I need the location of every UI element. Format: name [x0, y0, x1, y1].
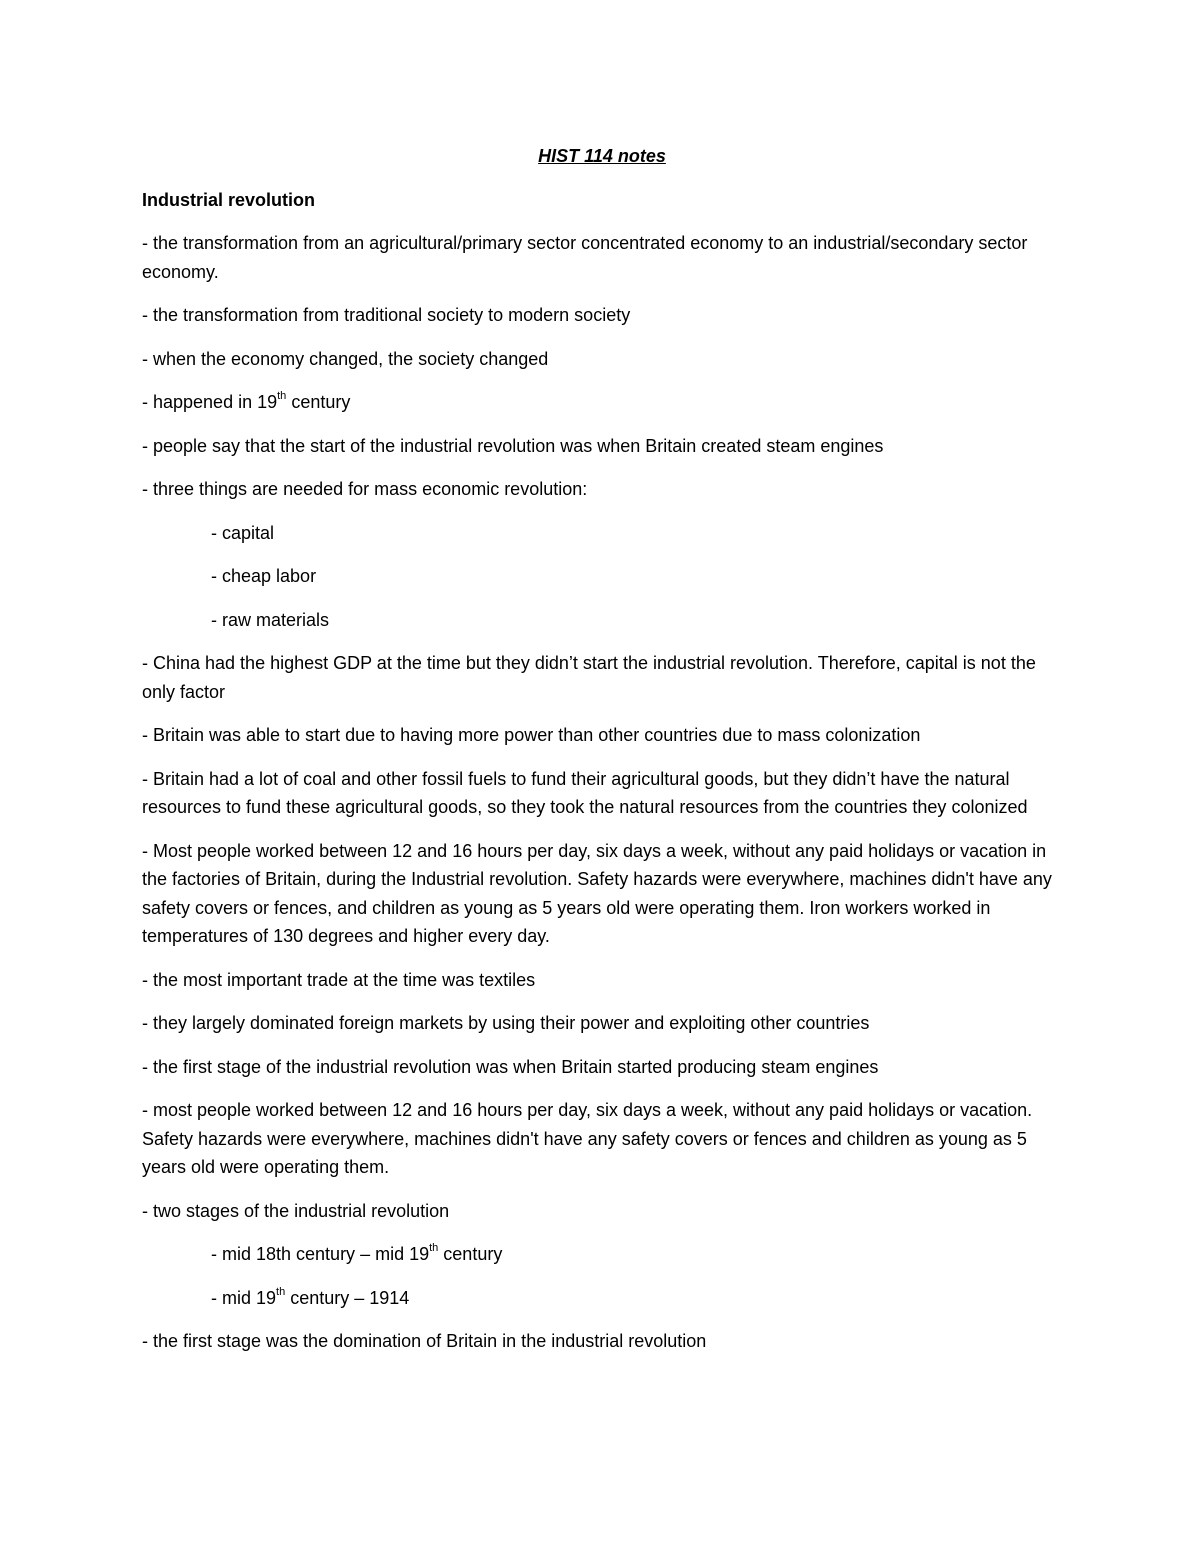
note-when: - happened in 19th century: [142, 390, 351, 412]
list-item-cheap-labor: - cheap labor: [211, 566, 317, 586]
note-two-stages: - two stages of the industrial revolution: [142, 1200, 450, 1221]
note-economy-society: - when the economy changed, the society changed: [142, 348, 549, 369]
document-title: HIST 114 notes: [538, 146, 666, 166]
note-working-conditions: - Most people worked between 12 and 16 hours per day, six days a week, without any paid holidays or vacation in the factories of Britain, during the Industrial revolution. Safety hazards were everywhere, machines didn't have any safety covers or fences, and children as young as 5 years old were operating them. Iron workers worked in temperatures of 130 degrees and higher every day.: [142, 840, 1052, 946]
note-definition-society: - the transformation from traditional society to modern society: [142, 305, 631, 325]
list-item-capital: - capital: [211, 522, 275, 543]
note-textiles: - the most important trade at the time was textiles: [142, 969, 536, 990]
note-three-things: - three things are needed for mass economic revolution:: [142, 479, 588, 499]
note-steam-engines: - people say that the start of the industrial revolution was when Britain created steam engines: [142, 435, 884, 456]
list-item-stage-two: - mid 19th century – 1914: [211, 1285, 410, 1308]
note-first-stage-steam: - the first stage of the industrial revolution was when Britain started producing steam engines: [142, 1056, 879, 1077]
note-working-hours: - most people worked between 12 and 16 hours per day, six days a week, without any paid holidays or vacation. Safety hazards were everywhere, machines didn't have any safety covers or fences and children as young as 5 years old were operating them.: [142, 1100, 1033, 1177]
document-body: [142, 142, 1062, 1371]
note-britain-power: - Britain was able to start due to having more power than other countries due to mass colonization: [142, 725, 921, 745]
note-first-stage-britain: - the first stage was the domination of Britain in the industrial revolution: [142, 1331, 707, 1351]
note-definition-economy: - the transformation from an agricultural/primary sector concentrated economy to an industrial/secondary sector economy.: [142, 233, 1028, 282]
list-item-stage-one: - mid 18th century – mid 19th century: [211, 1242, 503, 1264]
note-foreign-markets: - they largely dominated foreign markets by using their power and exploiting other countries: [142, 1013, 870, 1033]
list-item-raw-materials: - raw materials: [211, 609, 330, 630]
note-britain-coal: - Britain had a lot of coal and other fossil fuels to fund their agricultural goods, but they didn’t have the natural resources to fund these agricultural goods, so they took the natural resources from the countries they colonized: [142, 768, 1028, 817]
note-china-gdp: - China had the highest GDP at the time but they didn’t start the industrial revolution. Therefore, capital is not the only factor: [142, 653, 1036, 702]
section-heading: Industrial revolution: [142, 189, 316, 210]
